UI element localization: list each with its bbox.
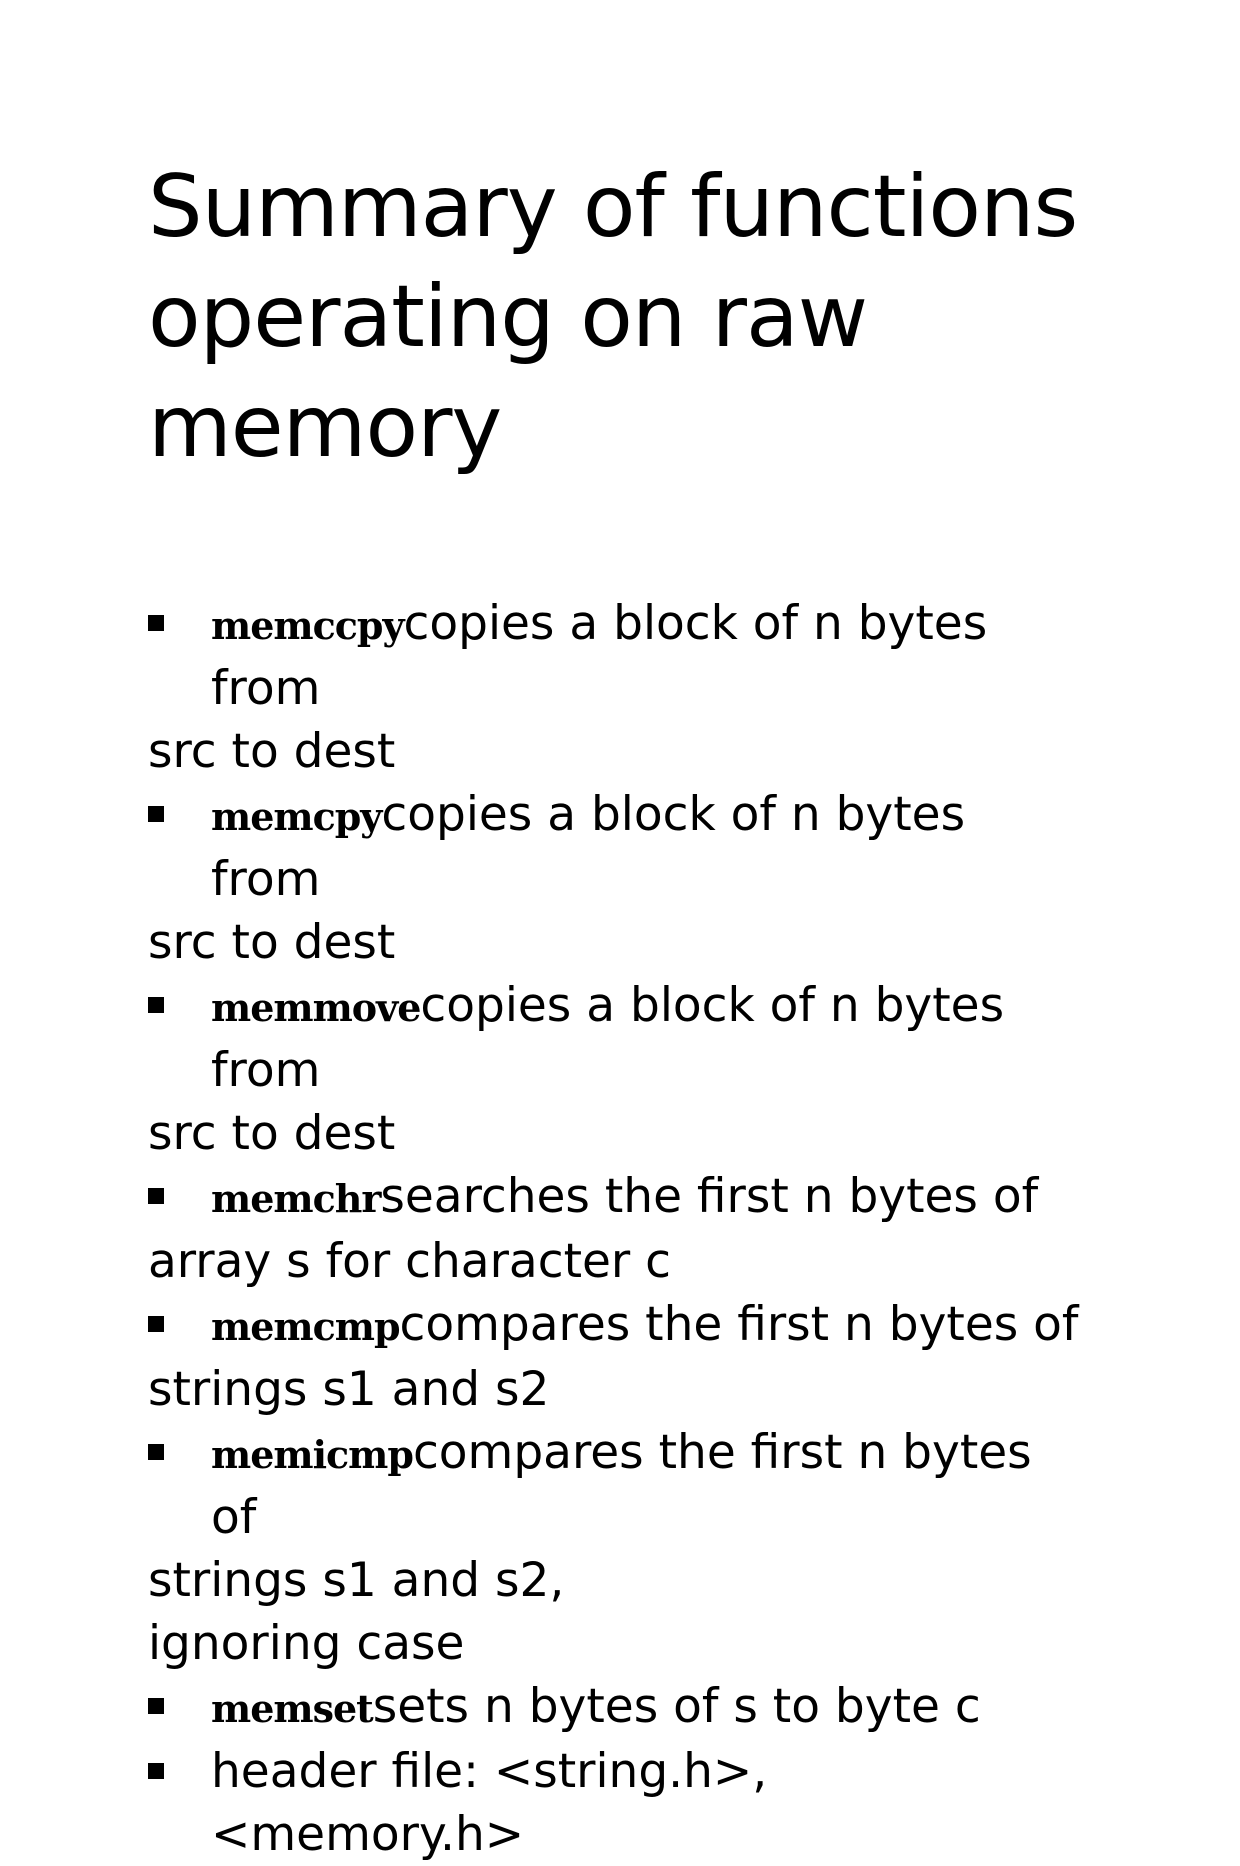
title-line-1: Summary of functions	[148, 157, 1078, 257]
square-bullet-icon	[148, 615, 164, 631]
function-name: memmove	[211, 985, 421, 1030]
function-name: memset	[211, 1686, 373, 1731]
list-item-memset	[148, 1675, 1088, 1740]
list-item-memcpy	[148, 783, 1088, 974]
function-description-continued: ignoring case	[148, 1616, 465, 1671]
square-bullet-icon	[148, 1444, 164, 1460]
function-description: compares the first n bytes of	[399, 1297, 1079, 1352]
function-description-continued: src to dest	[148, 724, 396, 779]
function-list	[148, 592, 1088, 1866]
function-name: memcpy	[211, 794, 382, 839]
function-description: copies a block of n bytes from	[211, 787, 966, 907]
page-title	[148, 152, 1108, 482]
square-bullet-icon	[148, 1763, 164, 1779]
function-description-continued: strings s1 and s2	[148, 1362, 550, 1417]
square-bullet-icon	[148, 997, 164, 1013]
list-item-header-file	[148, 1740, 1088, 1866]
function-description: copies a block of n bytes from	[211, 978, 1005, 1098]
function-description-continued: array s for character c	[148, 1234, 672, 1289]
function-description: compares the first n bytes of	[211, 1425, 1032, 1545]
square-bullet-icon	[148, 1698, 164, 1714]
square-bullet-icon	[148, 1188, 164, 1204]
function-name: memcmp	[211, 1304, 400, 1349]
function-name: memchr	[211, 1176, 381, 1221]
function-name: memicmp	[211, 1432, 413, 1477]
list-item-memchr	[148, 1165, 1088, 1293]
function-description: copies a block of n bytes from	[211, 596, 988, 716]
header-file-text: header file: <string.h>, <memory.h>	[211, 1744, 768, 1862]
title-line-2: operating on raw	[148, 267, 868, 367]
list-item-memccpy	[148, 592, 1088, 783]
square-bullet-icon	[148, 806, 164, 822]
function-name: memccpy	[211, 603, 404, 648]
function-description-continued: src to dest	[148, 1106, 396, 1161]
list-item-memmove	[148, 974, 1088, 1165]
list-item-memcmp	[148, 1293, 1088, 1421]
square-bullet-icon	[148, 1316, 164, 1332]
list-item-memicmp	[148, 1421, 1088, 1675]
slide-page	[148, 152, 1108, 1862]
title-line-3: memory	[148, 377, 502, 477]
function-description-continued: strings s1 and s2,	[148, 1553, 565, 1608]
function-description: sets n bytes of s to byte c	[372, 1679, 981, 1734]
function-description-continued: src to dest	[148, 915, 396, 970]
function-description: searches the first n bytes of	[380, 1169, 1039, 1224]
